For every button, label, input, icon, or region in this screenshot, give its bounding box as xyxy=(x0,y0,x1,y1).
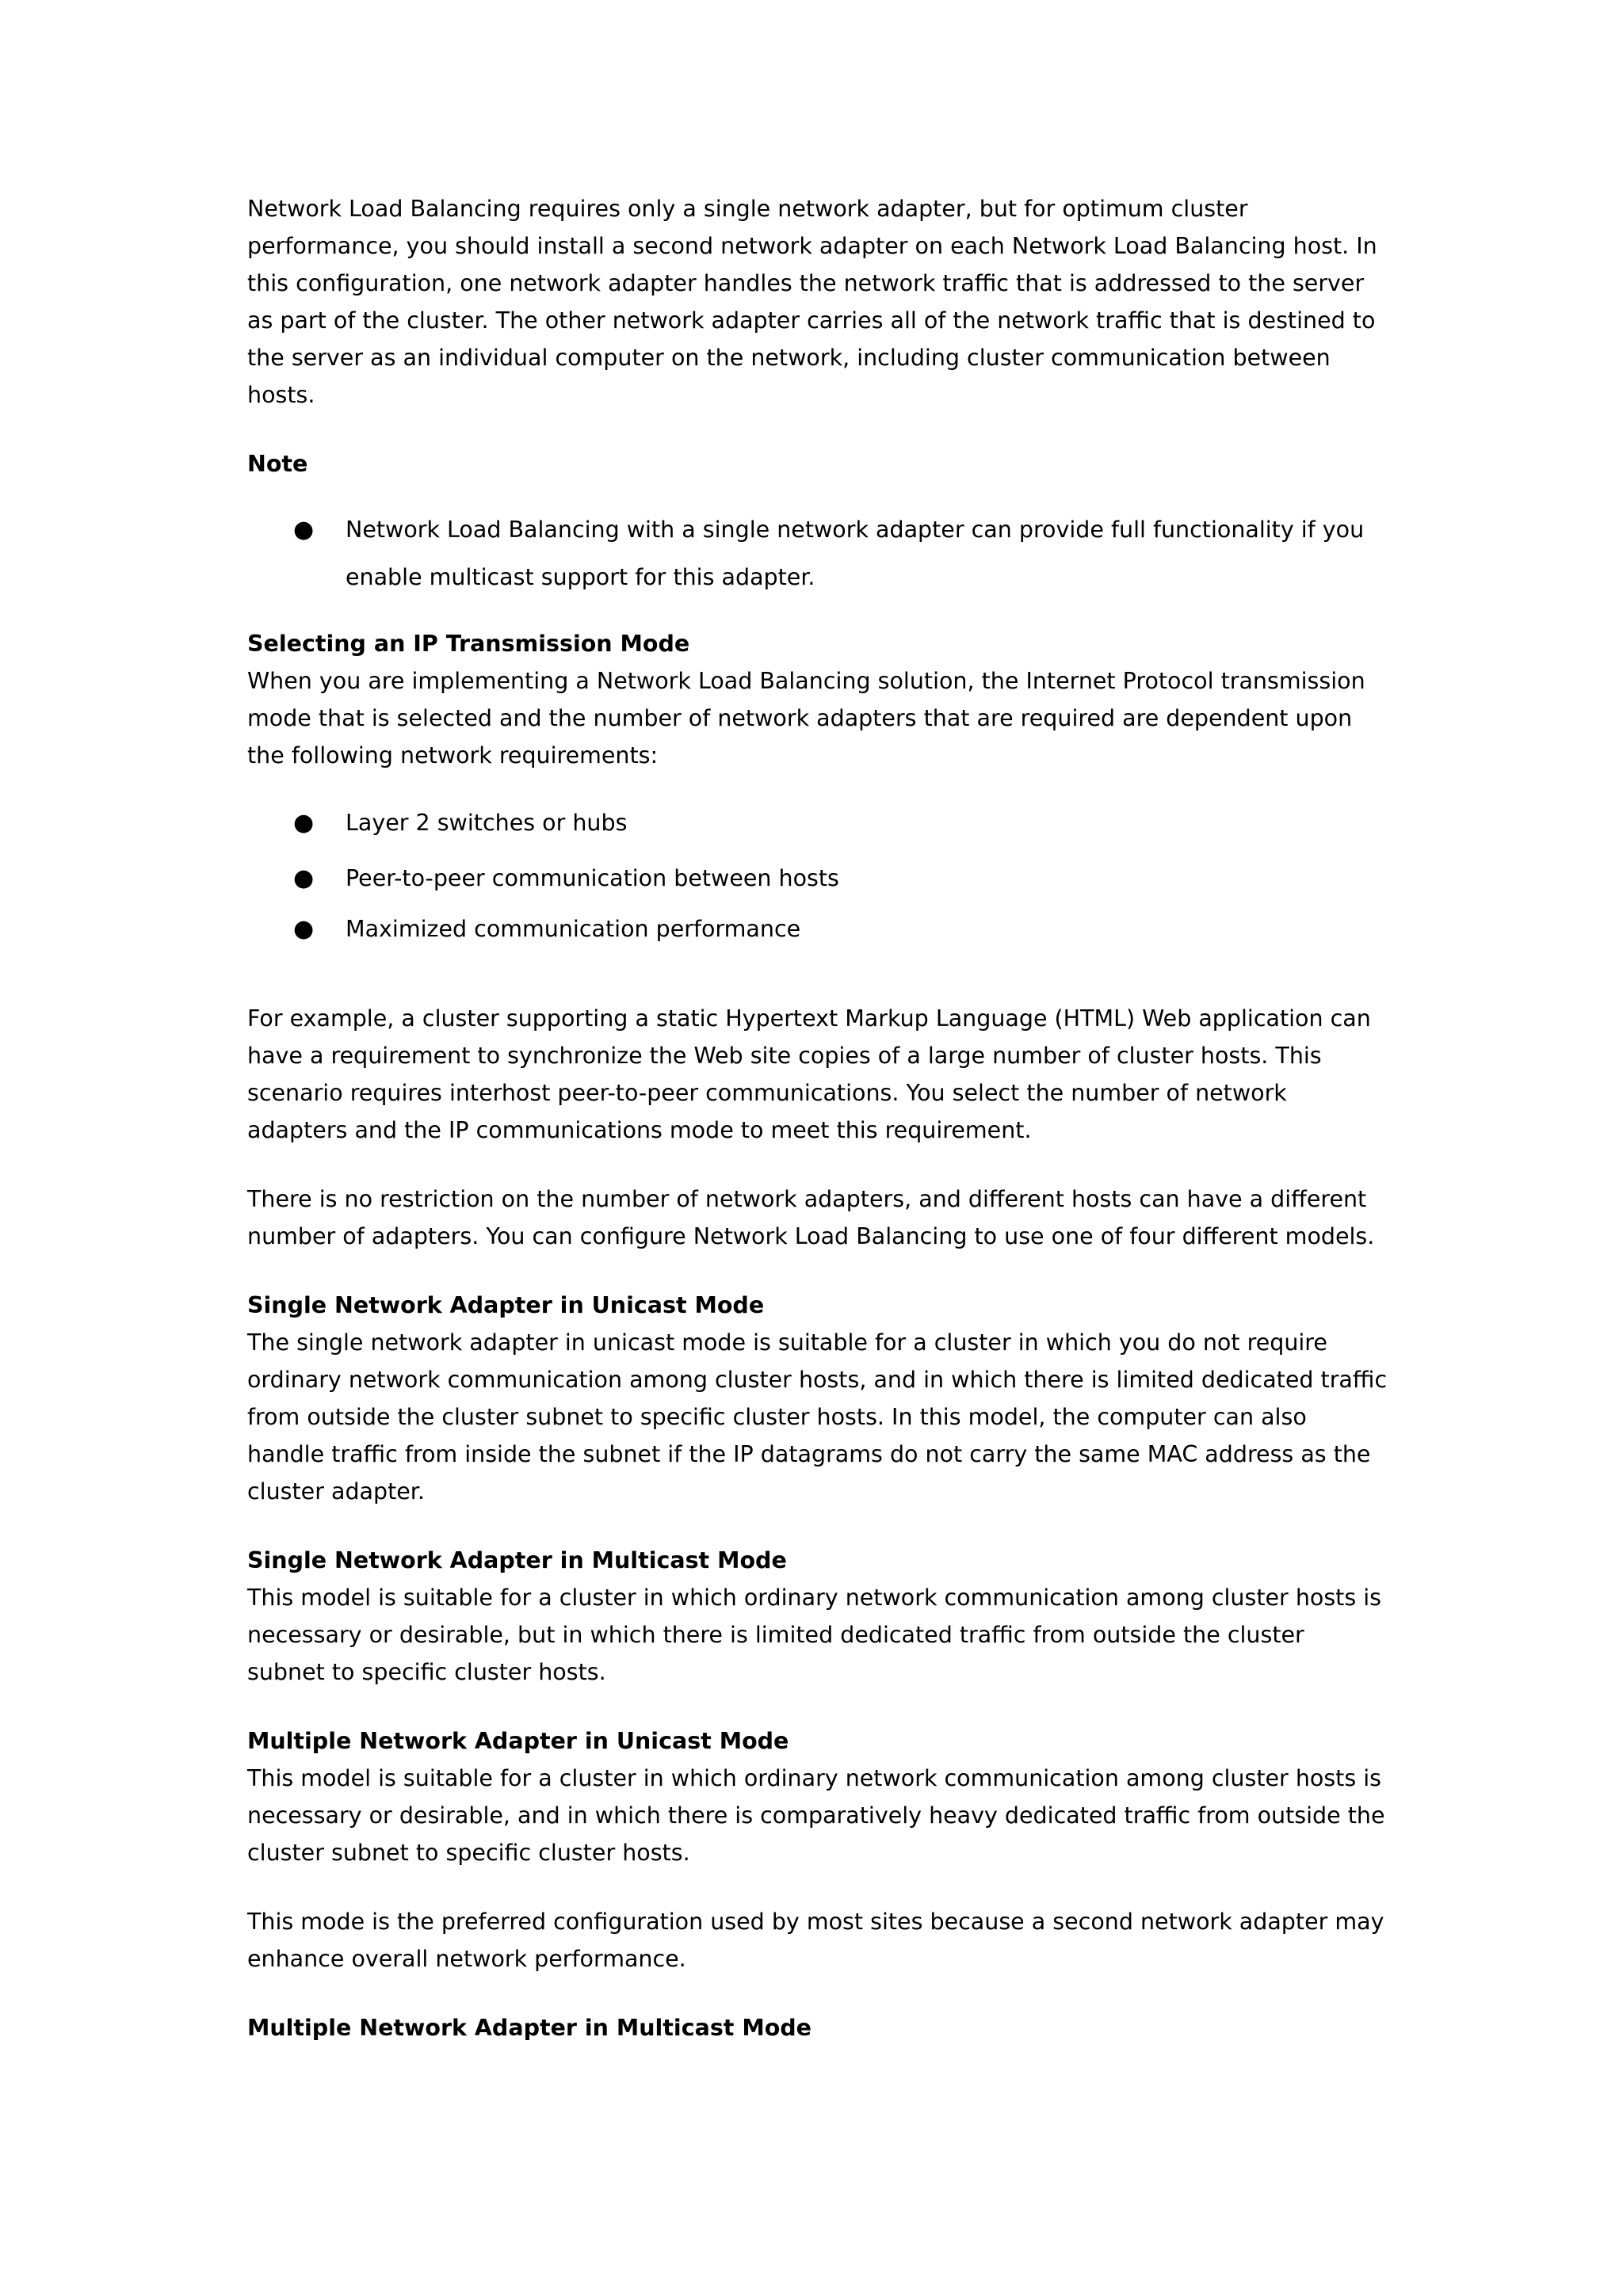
note-list-item xyxy=(247,506,1388,601)
single-unicast-heading: Single Network Adapter in Unicast Mode xyxy=(247,1292,765,1318)
preferred-paragraph: This mode is the preferred configuration used by most sites because a second network adapter may enhance overall network performance. xyxy=(247,1909,1384,1972)
note-list xyxy=(247,506,1388,601)
ip-mode-heading: Selecting an IP Transmission Mode xyxy=(247,631,690,657)
list-item xyxy=(247,910,1388,948)
multiple-unicast-heading: Multiple Network Adapter in Unicast Mode xyxy=(247,1728,789,1754)
bullet-icon: ● xyxy=(293,809,315,837)
requirements-list xyxy=(247,804,1388,948)
ip-mode-paragraph: When you are implementing a Network Load Balancing solution, the Internet Protocol transmission mode that is selected and the number of network adapters that are required are dependent upon the following network requirements: xyxy=(247,668,1365,769)
example-paragraph: For example, a cluster supporting a static Hypertext Markup Language (HTML) Web application can have a requirement to synchronize the Web site copies of a large number of cluster hosts. This scenario requires interhost peer-to-peer communications. You select the number of network adapters and the IP communications mode to meet this requirement. xyxy=(247,1005,1371,1143)
note-heading: Note xyxy=(247,451,308,477)
list-item-text: Layer 2 switches or hubs xyxy=(346,810,628,836)
list-item xyxy=(247,804,1388,841)
multiple-unicast-paragraph: This model is suitable for a cluster in which ordinary network communication among cluster hosts is necessary or desirable, and in which there is comparatively heavy dedicated traffic from outside the cluster subnet to specific cluster hosts. xyxy=(247,1765,1385,1866)
document-page xyxy=(247,190,1388,2046)
list-item-text: Maximized communication performance xyxy=(346,916,801,942)
single-multicast-heading: Single Network Adapter in Multicast Mode xyxy=(247,1547,787,1573)
bullet-icon: ● xyxy=(293,516,315,543)
multiple-multicast-heading: Multiple Network Adapter in Multicast Mode xyxy=(247,2015,812,2041)
intro-paragraph: Network Load Balancing requires only a single network adapter, but for optimum cluster performance, you should install a second network adapter on each Network Load Balancing host. In this configuration, one network adapter handles the network traffic that is addressed to the server as part of the cluster. The other network adapter carries all of the network traffic that is destined to the server as an individual computer on the network, including cluster communication between hosts. xyxy=(247,196,1377,408)
single-unicast-paragraph: The single network adapter in unicast mode is suitable for a cluster in which you do not require ordinary network communication among cluster hosts, and in which there is limited dedicated traffic from outside the cluster subnet to specific cluster hosts. In this model, the computer can also handle traffic from inside the subnet if the IP datagrams do not carry the same MAC address as the cluster adapter. xyxy=(247,1329,1388,1505)
bullet-icon: ● xyxy=(293,864,315,892)
list-item-text: Peer-to-peer communication between hosts xyxy=(346,865,839,891)
restriction-paragraph: There is no restriction on the number of network adapters, and different hosts can have a different number of adapters. You can configure Network Load Balancing to use one of four different models. xyxy=(247,1186,1375,1249)
bullet-icon: ● xyxy=(293,915,315,943)
note-item-text: Network Load Balancing with a single network adapter can provide full functionality if you enable multicast support for this adapter. xyxy=(346,517,1365,590)
single-multicast-paragraph: This model is suitable for a cluster in which ordinary network communication among cluster hosts is necessary or desirable, but in which there is limited dedicated traffic from outside the cluster subnet to specific cluster hosts. xyxy=(247,1585,1382,1685)
list-item xyxy=(247,860,1388,897)
